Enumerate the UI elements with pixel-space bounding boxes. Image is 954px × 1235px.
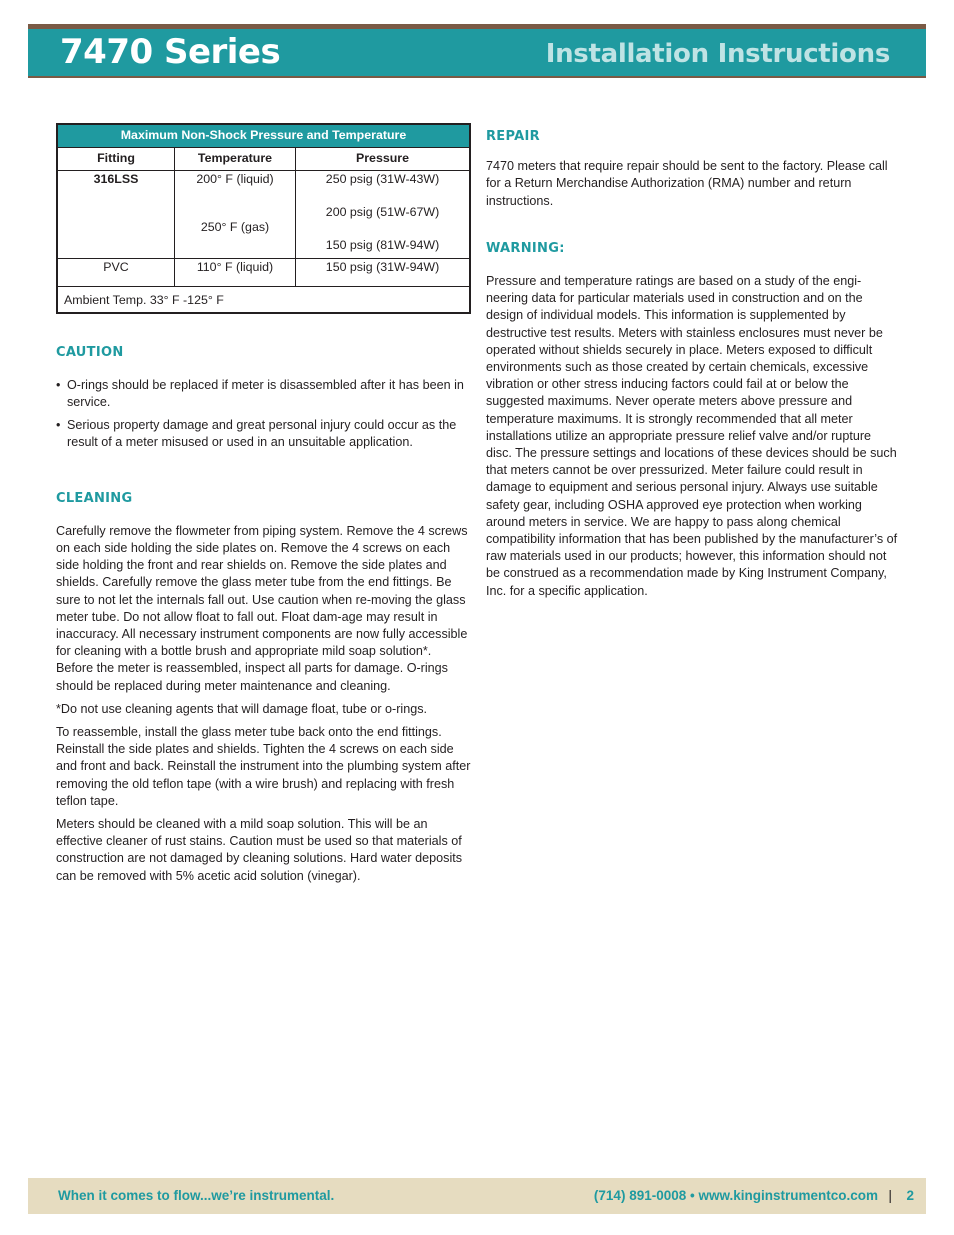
column-header-temperature: Temperature <box>175 148 296 171</box>
repair-text: 7470 meters that require repair should be sent to the factory. Please call for a Return Merchandise Authorization (RMA) number and return instructions. <box>486 159 888 208</box>
page-number: 2 <box>906 1188 914 1203</box>
right-column <box>486 123 898 606</box>
paragraph: Meters should be cleaned with a mild soap solution. This will be an effective cleaner of rust stains. Caution must be used so that materials of construction are not damaged by cleaning solutions. Hard water deposits can be removed with 5% acetic acid solution (vinegar). <box>56 816 463 883</box>
list-item: • O-rings should be replaced if meter is disassembled after it has been in service. <box>56 377 471 411</box>
cleaning-body <box>56 523 471 885</box>
table-row <box>57 259 470 287</box>
warning-heading: WARNING: <box>486 240 565 256</box>
pressure-temperature-table <box>56 123 471 314</box>
repair-heading: REPAIR <box>486 129 540 144</box>
pressure-value: 250 psig (31W-43W) <box>325 172 440 186</box>
footer-tagline: When it comes to flow...we’re instrumental. <box>58 1188 335 1203</box>
temperature-value: 200° F (liquid) <box>196 172 274 186</box>
fitting-cell: 316LSS <box>57 171 175 259</box>
temperature-cell: 110° F (liquid) <box>175 259 296 287</box>
pressure-cell <box>296 171 471 259</box>
page-header <box>28 24 926 78</box>
column-header-pressure: Pressure <box>296 148 471 171</box>
table-row <box>57 171 470 259</box>
ambient-temperature: Ambient Temp. 33° F -125° F <box>57 287 470 313</box>
series-title: 7470 Series <box>60 32 281 72</box>
column-header-fitting: Fitting <box>57 148 175 171</box>
temperature-cell <box>175 171 296 259</box>
cleaning-heading: CLEANING <box>56 490 133 506</box>
paragraph: *Do not use cleaning agents that will damage float, tube or o-rings. <box>56 701 428 716</box>
fitting-cell: PVC <box>57 259 175 287</box>
pressure-cell: 150 psig (31W-94W) <box>296 259 471 287</box>
caution-list <box>56 377 471 452</box>
document-title: Installation Instructions <box>545 39 890 69</box>
temperature-value: 250° F (gas) <box>200 220 270 235</box>
table-header-row <box>57 148 470 171</box>
page-footer <box>28 1178 926 1214</box>
warning-text: Pressure and temperature ratings are based on a study of the engi-neering data for particular materials used in construction and on the design of individual models. This information is supplemented by destructive test results. Meters with stainless enclosures must never be operated without shields securely in place. Meters exposed to difficult environments such as those created by certain chemicals, excessive vibration or other stress inducing factors could fail at or below the suggested maximums. Never operate meters above pressure and temperature maximums. It is strongly recommended that all meter installations utilize an appropriate pressure relief valve and/or rupture disc. The pressure settings and locations of these devices should be such that meters cannot be over pressurized. Meter failure could result in damage to equipment and serious personal injury. Always use suitable safety gear, including OSHA approved eye protection when working around meters in service. We are happy to pass along chemical compatibility information that has been published by the manufacturer’s of raw materials used in our products; however, this information should not be construed as a recommendation made by King Instrument Company, Inc. for a specific application. <box>486 274 898 598</box>
table-caption: Maximum Non-Shock Pressure and Temperature <box>57 124 470 148</box>
caution-heading: CAUTION <box>56 344 124 360</box>
paragraph: To reassemble, install the glass meter tube back onto the end fittings. Reinstall the side plates and shields. Tighten the 4 screws on each side and front and back. Reinstall the instrument into the plumbing system after removing the old teflon tape (with a wire brush) and replacing with fresh teflon tape. <box>56 724 471 808</box>
pressure-value: 150 psig (81W-94W) <box>325 238 440 253</box>
paragraph: Carefully remove the flowmeter from piping system. Remove the 4 screws on each side holding the side plates on. Remove the 4 screws on each side holding the front and rear shields on. Remove the side plates and shields. Carefully remove the glass meter tube from the end fittings. Be sure to not let the internals fall out. Use caution when re-moving the glass meter tube. Do not allow float to fall out. Float dam-age may result in inaccuracy. All necessary instrument components are now fully accessible for cleaning with a bottle brush and appropriate mild soap solution*. Before the meter is reassembled, inspect all parts for damage. O-rings should be replaced during meter maintenance and cleaning. <box>56 523 468 693</box>
footer-separator: | <box>888 1187 892 1203</box>
footer-contact[interactable]: (714) 891-0008 • www.kinginstrumentco.com <box>593 1188 878 1203</box>
pressure-value: 200 psig (51W-67W) <box>325 205 440 220</box>
left-column <box>56 123 471 891</box>
list-item: • Serious property damage and great personal injury could occur as the result of a meter misused or used in an unsuitable application. <box>56 417 471 451</box>
